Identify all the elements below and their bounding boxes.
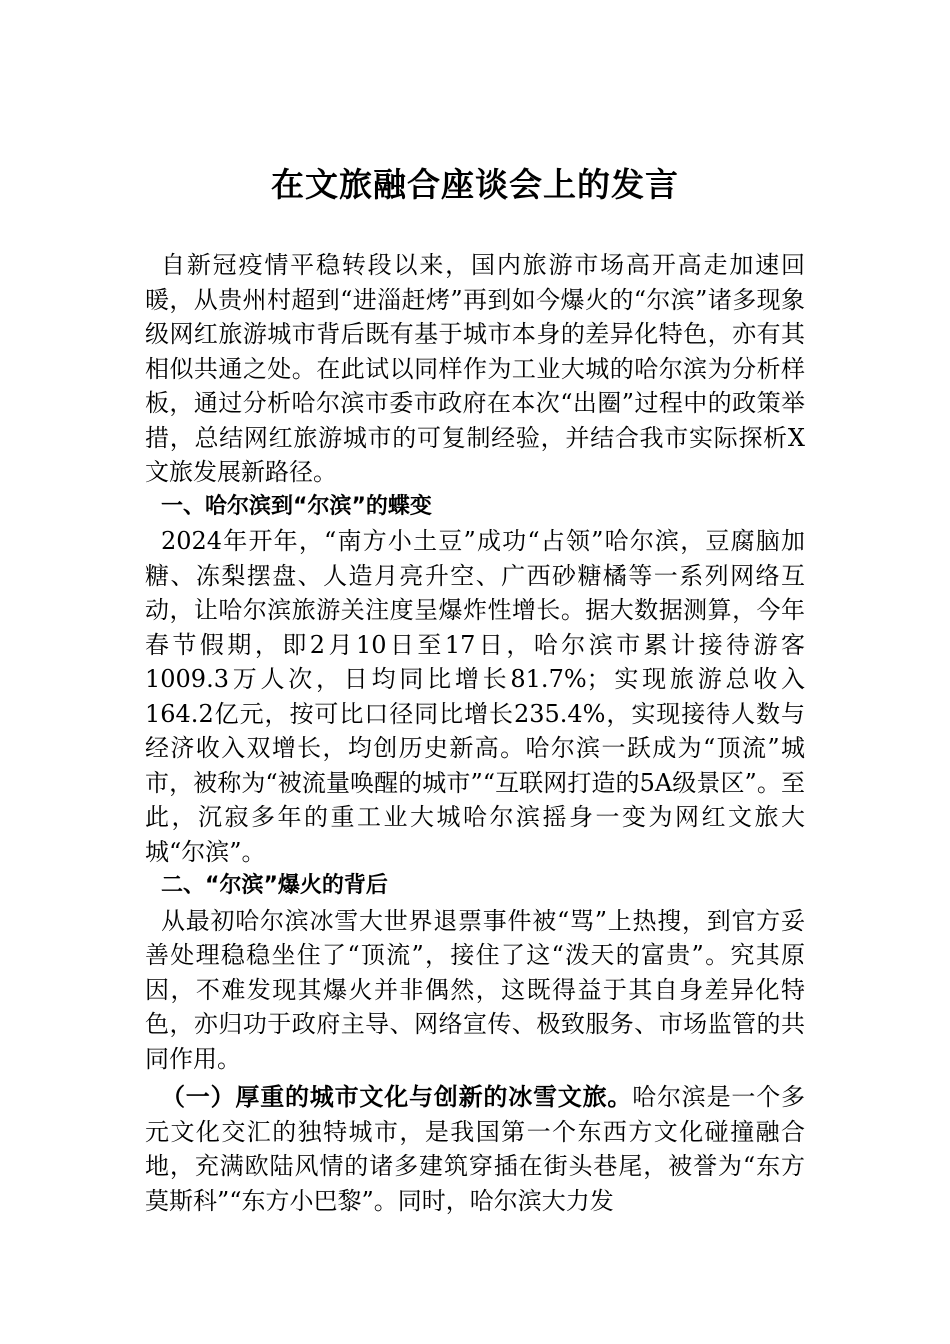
section-2-heading: 二、“尔滨”爆火的背后 [161,873,388,898]
section-1-paragraph: 2024年开年，“南方小土豆”成功“占领”哈尔滨，豆腐脑加糖、冻梨摆盘、人造月亮升空、广西砂糖橘等一系列网络互动，让哈尔滨旅游关注度呈爆炸性增长。据大数据测算，今年春节假期，即2月10日至17日，哈尔滨市累计接待游客1009.3万人次，日均同比增长81.7%；实现旅游总收入164.2亿元，按可比口径同比增长235.4%，实现接待人数与经济收入双增长，均创历史新高。哈尔滨一跃成为“顶流”城市，被称为“被流量唤醒的城市”“互联网打造的5A级景区”。至此，沉寂多年的重工业大城哈尔滨摇身一变为网红文旅大城“尔滨”。 [145,527,805,866]
section-1-heading: 一、哈尔滨到“尔滨”的蝶变 [161,493,432,519]
subsection-1-paragraph [145,1080,805,1218]
document-page [145,160,805,1218]
subsection-1-lead: （一）厚重的城市文化与创新的冰雪文旅。 [161,1082,633,1111]
section-2-paragraph: 从最初哈尔滨冰雪大世界退票事件被“骂”上热搜，到官方妥善处理稳稳坐住了“顶流”，接住了这“泼天的富贵”。究其原因，不难发现其爆火并非偶然，这既得益于其自身差异化特色，亦归功于政府主导、网络宣传、极致服务、市场监管的共同作用。 [145,906,805,1073]
intro-paragraph: 自新冠疫情平稳转段以来，国内旅游市场高开高走加速回暖，从贵州村超到“进淄赶烤”再到如今爆火的“尔滨”诸多现象级网红旅游城市背后既有基于城市本身的差异化特色，亦有其相似共通之处。在此试以同样作为工业大城的哈尔滨为分析样板，通过分析哈尔滨市委市政府在本次“出圈”过程中的政策举措，总结网红旅游城市的可复制经验，并结合我市实际探析X文旅发展新路径。 [145,251,805,486]
document-title: 在文旅融合座谈会上的发言 [271,165,679,204]
subsection-1-body: 哈尔滨是一个多元文化交汇的独特城市，是我国第一个东西方文化碰撞融合地，充满欧陆风情的诸多建筑穿插在街头巷尾，被誉为“东方莫斯科”“东方小巴黎”。同时，哈尔滨大力发 [145,1083,806,1215]
